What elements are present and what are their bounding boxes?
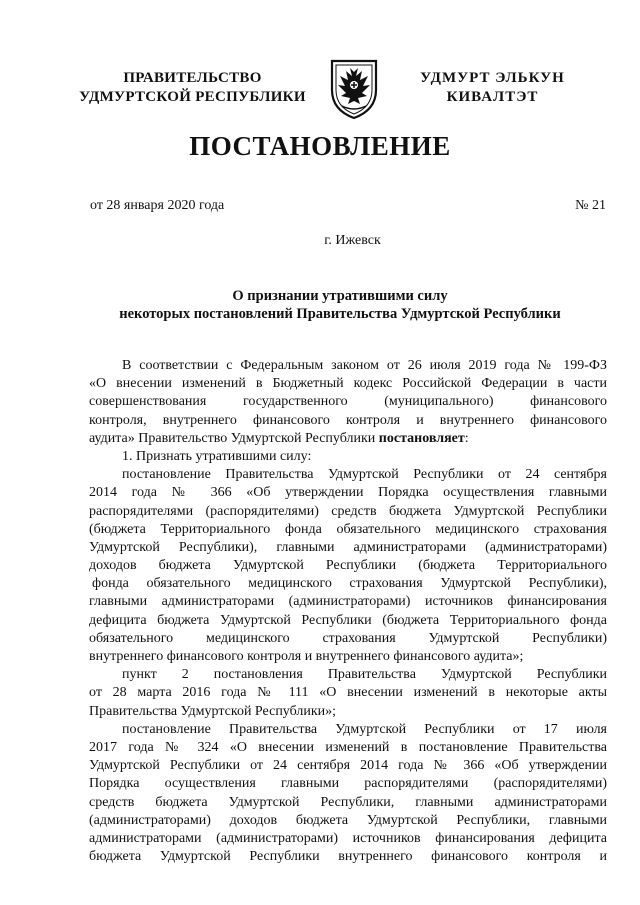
body-text: аудита» Правительство Удмуртской Республики — [89, 430, 376, 446]
body-line: Порядка осуществления главными распорядителями (распорядителями) — [89, 776, 607, 792]
header-right — [405, 69, 580, 107]
body-line: «О внесении изменений в Бюджетный кодекс Российской Федерации в части — [89, 376, 607, 392]
body-line: доходов бюджета Удмуртской Республики (бюджета Территориального — [89, 558, 607, 574]
body-line: Правительства Удмуртской Республики»; — [89, 703, 337, 719]
body-line: дефицита бюджета Удмуртской Республики (бюджета Территориального фонда — [89, 612, 607, 628]
body-line: постановление Правительства Удмуртской Республики от 24 сентября — [122, 467, 607, 483]
body-line: 1. Признать утратившими силу: — [122, 448, 312, 464]
body-line: контроля, внутреннего финансового контроля и внутреннего финансового — [89, 412, 607, 428]
body-line: 2014 года № 366 «Об утверждении Порядка осуществления главными — [89, 485, 607, 501]
header-left-line1: ПРАВИТЕЛЬСТВО — [123, 70, 262, 86]
body-line: постановление Правительства Удмуртской Республики от 17 июля — [122, 721, 607, 737]
body-line: обязательного медицинского страхования Удмуртской Республики) — [89, 630, 607, 646]
document-title: ПОСТАНОВЛЕНИЕ — [189, 131, 451, 161]
coat-of-arms-icon — [328, 58, 380, 120]
body-line: администраторами (администраторами) источников финансирования дефицита — [89, 830, 607, 846]
header-left — [70, 69, 315, 107]
body-line: пункт 2 постановления Правительства Удмуртской Республики — [122, 667, 607, 683]
body-line: внутреннего финансового контроля и внутреннего финансового аудита»; — [89, 649, 524, 664]
subject-line2: некоторых постановлений Правительства Удмуртской Республики — [119, 306, 561, 322]
body-line: (бюджета Территориального фонда обязательного медицинского страхования — [89, 521, 607, 537]
body-line: Удмуртской Республики), главными администраторами (администраторами) — [89, 539, 607, 555]
document-subject — [85, 287, 595, 323]
body-line: 2017 года № 324 «О внесении изменений в постановление Правительства — [89, 739, 607, 755]
body-line: фонда обязательного медицинского страхования Удмуртской Республики), — [92, 576, 607, 592]
body-line: бюджета Удмуртской Республики внутреннего финансового контроля и — [89, 849, 607, 865]
body-text: : — [464, 430, 469, 446]
header-right-line2: КИВАЛТЭТ — [446, 89, 539, 105]
decree-keyword: постановляет — [378, 430, 465, 446]
body-line: средств бюджета Удмуртской Республики, главными администраторами — [89, 794, 607, 810]
body-line: от 28 марта 2016 года № 111 «О внесении изменений в некоторые акты — [89, 685, 607, 701]
body-line: (администраторами) доходов бюджета Удмуртской Республики, главными — [89, 812, 607, 828]
document-body — [89, 357, 607, 866]
body-line: главными администраторами (администраторами) источников финансирования — [89, 594, 607, 610]
body-line: совершенствования государственного (муниципального) финансового — [89, 394, 607, 410]
body-line: Удмуртской Республики от 24 сентября 2014 года № 366 «Об утверждении — [89, 758, 607, 774]
subject-line1: О признании утратившими силу — [232, 288, 448, 304]
body-line: В соответствии с Федеральным законом от 26 июля 2019 года № 199-ФЗ — [122, 358, 607, 373]
header-right-line1: УДМУРТ ЭЛЬКУН — [420, 70, 565, 86]
header-left-line2: УДМУРТСКОЙ РЕСПУБЛИКИ — [79, 89, 306, 105]
document-date: от 28 января 2020 года — [90, 198, 225, 213]
body-line: распорядителями (распорядителями) средств бюджета Удмуртской Республики — [89, 503, 607, 519]
body-line — [89, 430, 607, 448]
document-number: № 21 — [575, 198, 606, 213]
document-city: г. Ижевск — [324, 233, 381, 248]
